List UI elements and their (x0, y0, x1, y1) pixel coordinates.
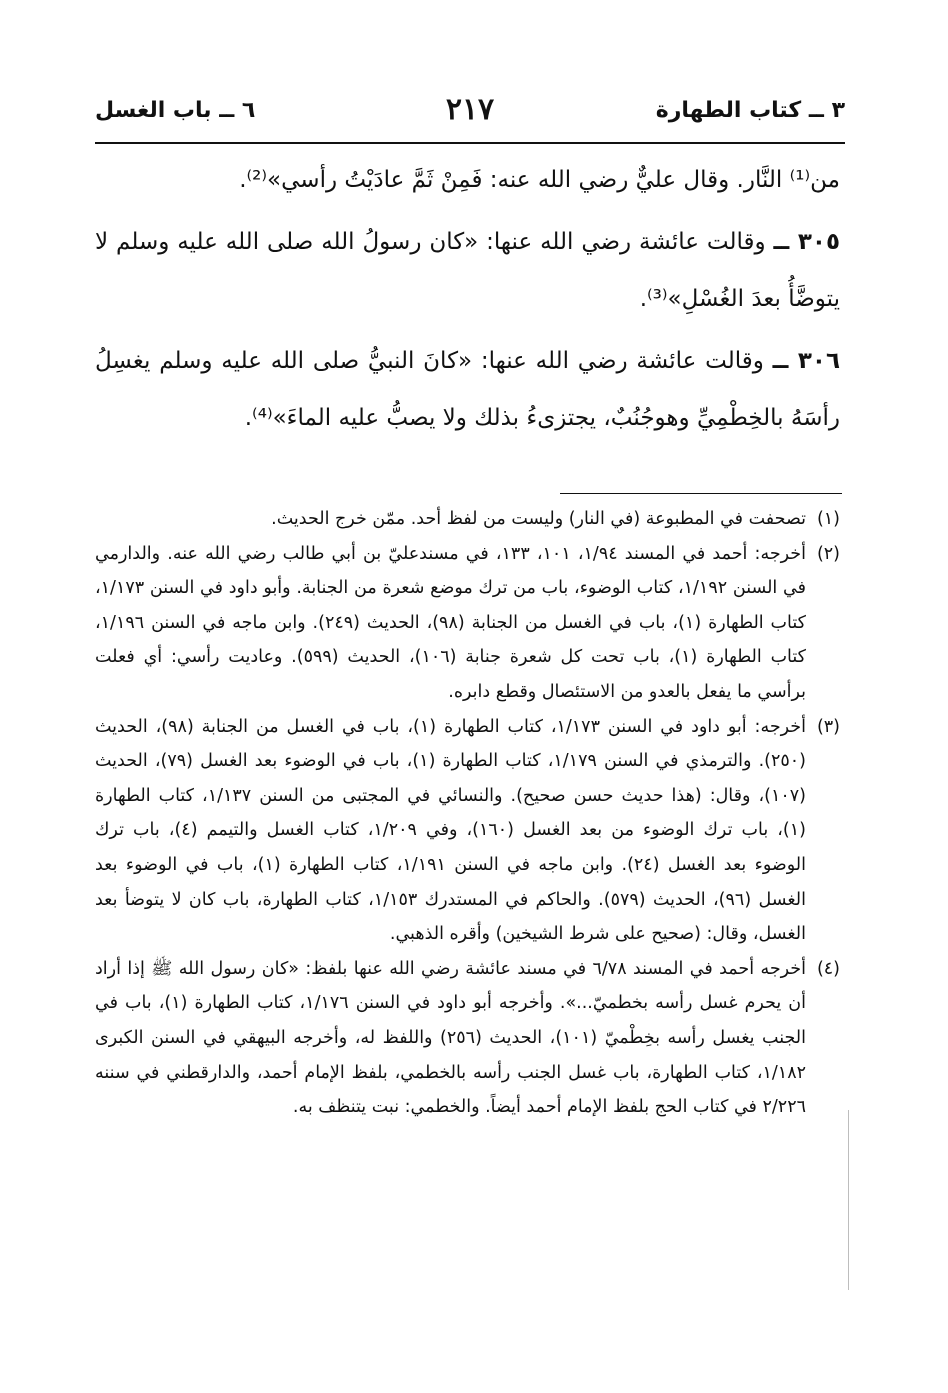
footnote-separator (560, 493, 842, 494)
chapter-title: ٣ ــ كتاب الطهارة (655, 98, 845, 123)
hadith-number: ٣٠٦ ــ (772, 348, 841, 374)
section-title: ٦ ــ باب الغسل (95, 98, 256, 123)
footnote-text: أخرجه: أبو داود في السنن ١/١٧٣، كتاب الطهارة (١)، باب في الغسل من الجنابة (٩٨)، الحديث (٢٥٠). والترمذي في السنن ١/١٧٩، كتاب الطهارة (١)، باب في الوضوء بعد الغسل (٧٩)، الحديث (١٠٧)، وقال: (هذا حديث حسن صحيح). والنسائي في المجتبى من السنن ١/١٣٧، كتاب الطهارة (١)، باب ترك الوضوء من بعد الغسل (١٦٠)، وفي ١/٢٠٩، كتاب الغسل والتيمم (٤)، باب ترك الوضوء بعد الغسل (٢٤). وابن ماجه في السنن ١/١٩١، كتاب الطهارة (١)، باب في الوضوء بعد الغسل (٩٦)، الحديث (٥٧٩). والحاكم في المستدرك ١/١٥٣، كتاب الطهارة، باب كان لا يتوضأ بعد الغسل، وقال: (صحيح على شرط الشيخين) وأقره الذهبي. (95, 716, 807, 945)
footnote-1 (95, 502, 840, 537)
footnote-text: تصحفت في المطبوعة (في النار) وليست من لفظ أحد. ممّن خرج الحديث. (271, 509, 806, 529)
main-text (95, 152, 840, 447)
header-rule (95, 142, 845, 144)
running-header (95, 92, 845, 136)
footnote-number: (٢) (816, 543, 840, 564)
hadith-text: وقالت عائشة رضي الله عنها: «كان رسولُ الله صلى الله عليه وسلم لا يتوضَّأُ بعدَ الغُسْلِ»⁽³⁾. (95, 229, 840, 312)
footnote-4 (95, 952, 840, 1125)
footnote-3 (95, 710, 840, 952)
footnote-number: (٤) (816, 958, 840, 979)
footnote-2 (95, 537, 840, 710)
hadith-number: ٣٠٥ ــ (773, 229, 840, 255)
footnote-text: أخرجه: أحمد في المسند ١/٩٤، ١٠١، ١٣٣، في مسندعليّ بن أبي طالب رضي الله عنه. والدارمي في السنن ١/١٩٢، كتاب الوضوء، باب من ترك موضع شعرة من الجنابة. وأبو داود في السنن ١/١٧٣، كتاب الطهارة (١)، باب في الغسل من الجنابة (٩٨)، الحديث (٢٤٩). وابن ماجه في السنن ١/١٩٦، كتاب الطهارة (١)، باب تحت كل شعرة جنابة (١٠٦)، الحديث (٥٩٩). وعاديت رأسي: أي فعلت برأسي ما يفعل بالعدو من الاستئصال وقطع دابره. (95, 543, 806, 702)
hadith-306 (95, 333, 840, 447)
footnotes (95, 502, 840, 1125)
footnote-text: أخرجه أحمد في المسند ٦/٧٨ في مسند عائشة رضي الله عنها بلفظ: «كان رسول الله ﷺ إذا أراد أن يحرم غسل رأسه بخطميّ...». وأخرجه أبو داود في السنن ١/١٧٦، كتاب الطهارة (١)، باب في الجنب يغسل رأسه بخِطْميّ (١٠١)، الحديث (٢٥٦) واللفظ له، وأخرجه البيهقي في السنن الكبرى ١/١٨٢، كتاب الطهارة، باب غسل الجنب رأسه بالخطمي، بلفظ الإمام أحمد، والدارقطني في سننه ٢/٢٢٦ في كتاب الحج بلفظ الإمام أحمد أيضاً. والخطمي: نبت يتنظف به. (95, 958, 806, 1118)
footnote-number: (٣) (816, 716, 840, 737)
page-number: ٢١٧ (445, 92, 495, 127)
hadith-305 (95, 214, 840, 328)
continuation-paragraph: من⁽¹⁾ النَّار. وقال عليٌّ رضي الله عنه: فَمِنْ ثَمَّ عادَيْتُ رأسي»⁽²⁾. (239, 167, 840, 193)
hadith-text: وقالت عائشة رضي الله عنها: «كانَ النبيُّ صلى الله عليه وسلم يغسِلُ رأسَهُ بالخِطْمِيِّ وهوجُنُبٌ، يجتزىءُ بذلك ولا يصبُّ عليه الماءَ»⁽⁴⁾. (95, 348, 840, 431)
margin-line (848, 1110, 849, 1290)
footnote-number: (١) (816, 509, 840, 529)
